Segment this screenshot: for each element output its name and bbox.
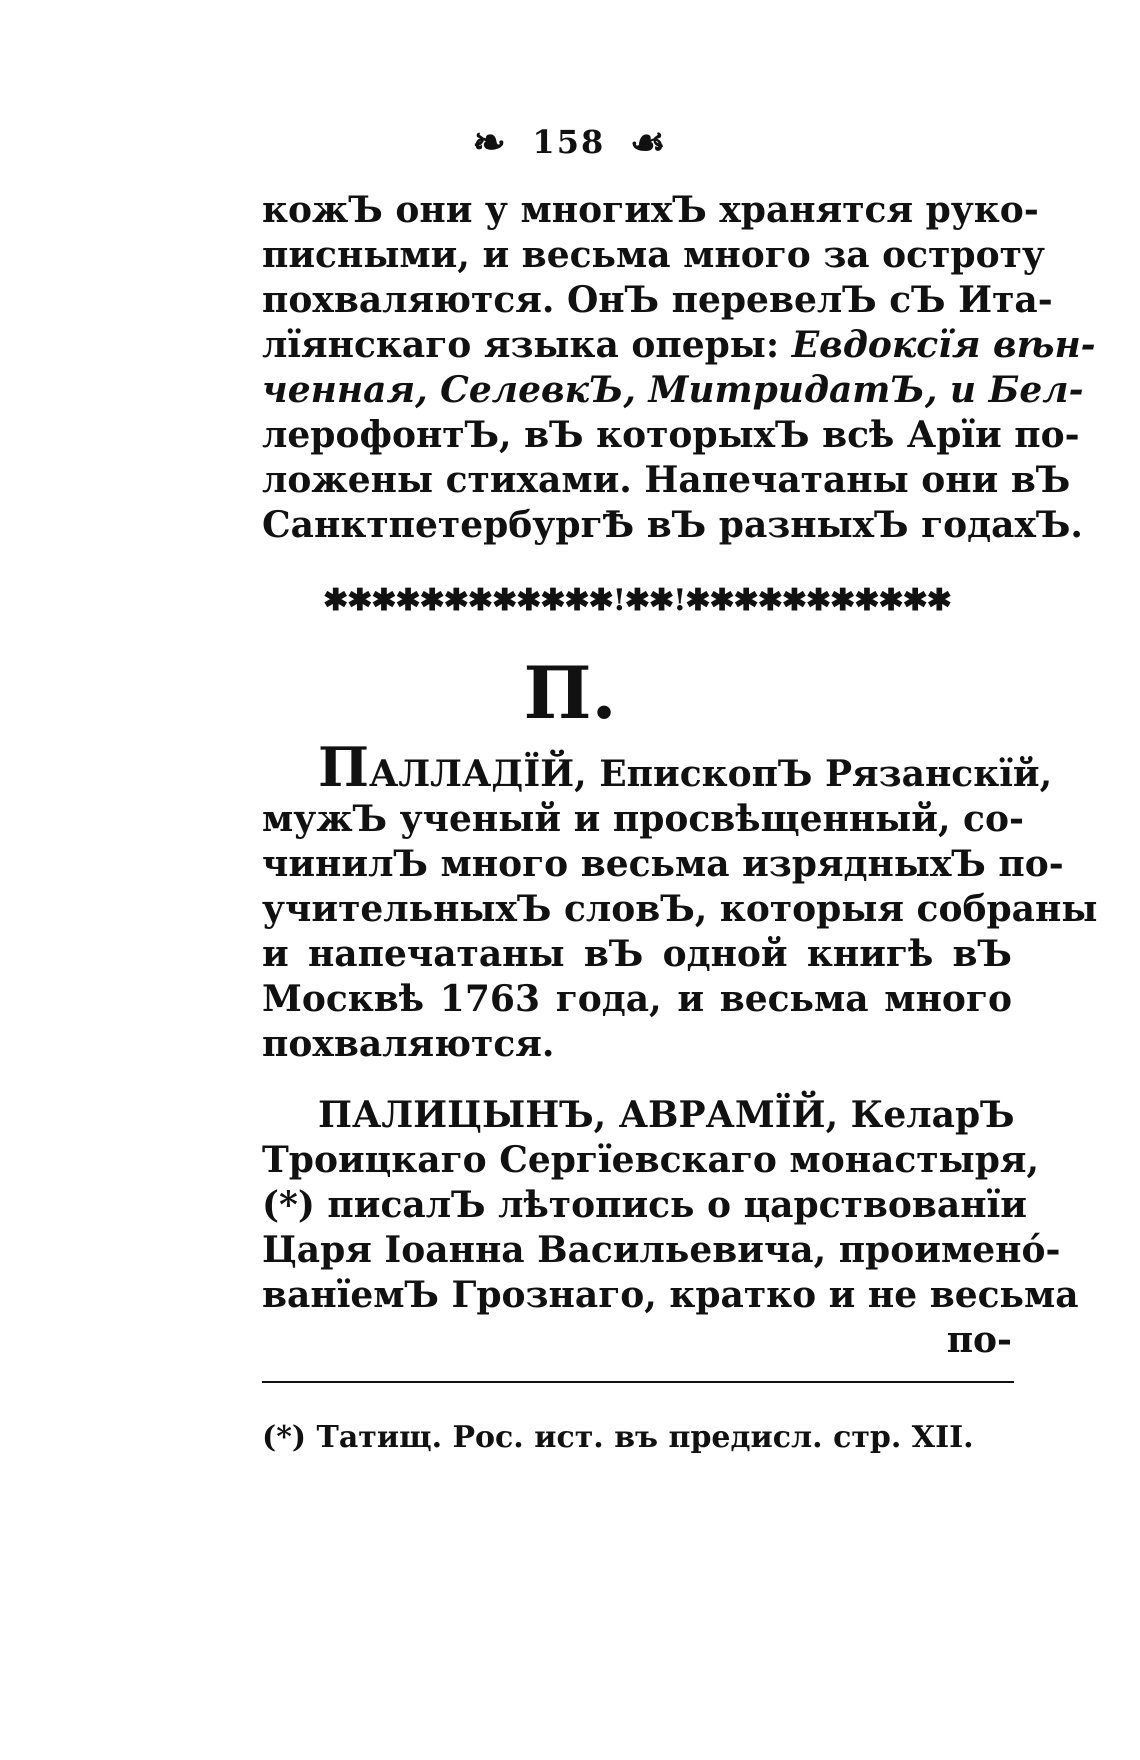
text-line: Москвѣ 1763 года, и весьма много xyxy=(262,978,1012,1020)
text-line: (*) писалЪ лѣтопись о царствованïи xyxy=(262,1184,1027,1226)
text-line: чинилЪ много весьма изрядныхЪ по- xyxy=(262,843,1064,885)
text-line: учительныхЪ словЪ, которыя собраны xyxy=(262,888,1098,930)
text-line: Троицкаго Сергïевскаго монастыря, xyxy=(262,1139,1040,1181)
text-line: похваляются. ОнЪ перевелЪ сЪ Ита- xyxy=(262,279,1053,321)
page-header xyxy=(0,118,1140,166)
text-line xyxy=(262,735,1053,799)
drop-cap: П xyxy=(318,735,369,799)
text-line: и напечатаны вЪ одной книгѣ вЪ xyxy=(262,933,1012,975)
page-number: 158 xyxy=(532,123,606,161)
paragraph-palitsyn xyxy=(262,1093,1079,1363)
left-ornament-icon: ❧ xyxy=(472,118,508,166)
text-line: ченная, СелевкЪ, МитридатЪ, и Бел- xyxy=(262,369,1084,411)
ornamental-divider: ✱✱✱✱✱✱✱✱✱✱✱✱!✱✱!✱✱✱✱✱✱✱✱✱✱✱ xyxy=(323,583,951,618)
paragraph-palladiy xyxy=(262,735,1098,1067)
text-segment: лïянскаго языка оперы: xyxy=(262,324,780,366)
text-line: Царя Iоанна Васильевича, проименó- xyxy=(262,1229,1061,1271)
top-paragraph xyxy=(262,188,1096,548)
right-ornament-icon: ☙ xyxy=(629,118,668,166)
text-line: лерофонтЪ, вЪ которыхЪ всѣ Арïи по- xyxy=(262,414,1080,456)
footnote-rule xyxy=(262,1381,1014,1383)
catchword: по- xyxy=(946,1319,1012,1361)
text-line: писными, и весьма много за остроту xyxy=(262,234,1045,276)
text-line: ПАЛИЦЫНЪ, АВРАМÏЙ, КеларЪ xyxy=(318,1094,1015,1136)
text-line: ложены стихами. Напечатаны они вЪ xyxy=(262,459,1071,501)
footnote: (*) Татищ. Рос. ист. въ предисл. стр. XII. xyxy=(262,1420,974,1455)
text-segment: АЛЛАДÏЙ, ЕпископЪ Рязанскïй, xyxy=(369,753,1053,795)
section-heading: П. xyxy=(523,650,617,735)
text-line: мужЪ ученый и просвѣщенный, со- xyxy=(262,798,1024,840)
italic-opera-title: Евдоксïя вѣн- xyxy=(791,324,1096,366)
text-line: ванïемЪ Грознаго, кратко и не весьма xyxy=(262,1274,1079,1316)
text-line: кожЪ они у многихЪ хранятся руко- xyxy=(262,189,1039,231)
text-line: СанктпетербургѢ вЪ разныхЪ годахЪ. xyxy=(262,504,1083,546)
text-line xyxy=(262,323,1096,368)
text-line: похваляются. xyxy=(262,1023,555,1065)
